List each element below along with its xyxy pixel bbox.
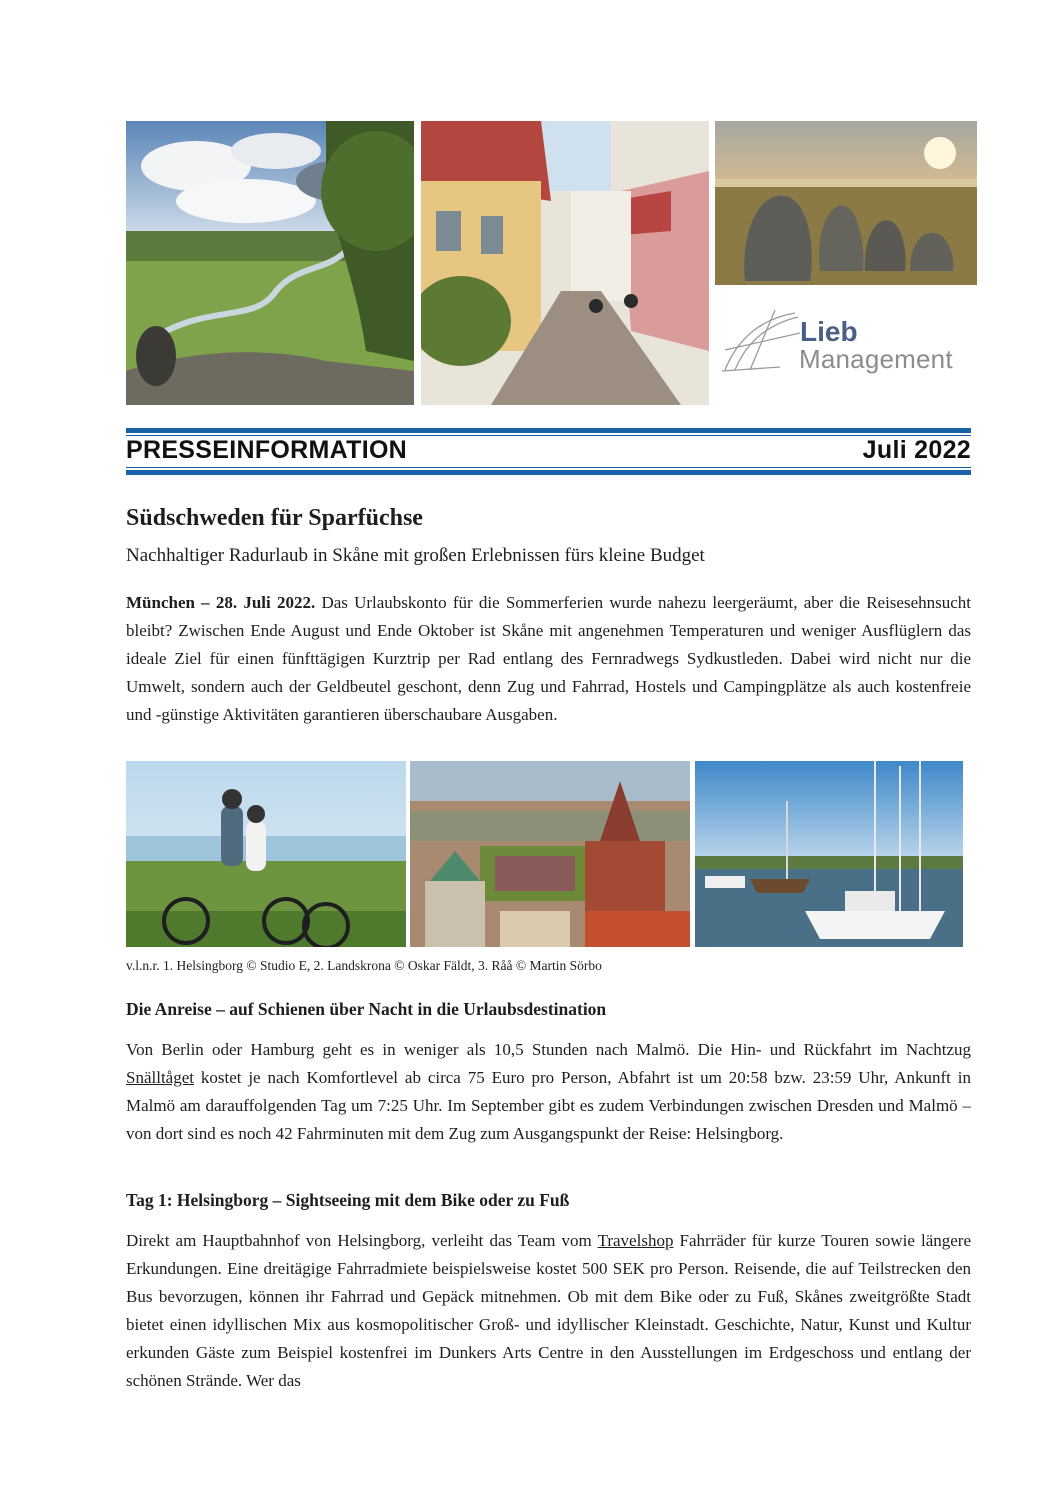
intro-paragraph [126, 589, 971, 729]
photo-cobbled-street [421, 121, 709, 405]
photo-sunset-stones [715, 121, 977, 285]
press-date: Juli 2022 [862, 436, 971, 464]
intro-lead: München – 28. Juli 2022. [126, 593, 316, 612]
snalltaget-link[interactable]: Snälltåget [126, 1068, 194, 1087]
lieb-management-logo [720, 300, 980, 390]
photo-raa-harbour [695, 761, 963, 947]
section-anreise-text-b: kostet je nach Komfortlevel ab circa 75 Euro pro Person, Abfahrt ist um 20:58 bzw. 23:59 Uhr, Ankunft in Malmö am darauffolgenden Tag um 7:25 Uhr. Im September gibt es zudem Verbindungen zwischen Dresden und Malmö – von dort sind es noch 42 Fahrminuten mit dem Zug zum Ausgangspunkt der Reise: Helsingborg. [126, 1068, 971, 1143]
press-label: PRESSEINFORMATION [126, 436, 408, 464]
intro-text: Das Urlaubskonto für die Sommerferien wurde nahezu leergeräumt, aber die Reisesehnsucht bleibt? Zwischen Ende August und Ende Oktober ist Skåne mit angenehmen Temperaturen und weniger Ausflüglern das ideale Ziel für einen fünfttägigen Kurztrip per Rad entlang des Fernradwegs Sydkustleden. Dabei wird nicht nur die Umwelt, sondern auch der Geldbeutel geschont, denn Zug und Fahrrad, Hostels und Campingplätze als auch kostenfreie und -günstige Aktivitäten garantieren überschaubare Ausgaben. [126, 593, 972, 724]
header-rule-bottom-thin [126, 467, 971, 468]
section-tag1-text-b: Fahrräder für kurze Touren sowie längere Erkundungen. Eine dreitägige Fahrradmiete beispielsweise kostet 500 SEK pro Person. Reisende, die auf Teilstrecken den Bus bevorzugen, können ihr Fahrrad und Gepäck mitnehmen. Ob mit dem Bike oder zu Fuß, Skånes zweitgrößte Stadt bietet einen idyllischen Mix aus kosmopolitischer Groß- und idyllischer Kleinstadt. Geschichte, Natur, Kunst und Kultur erkunden Gäste zum Beispiel kostenfrei im Dunkers Arts Centre in den Ausstellungen im Erdgeschoss und entlang der schönen Strände. Wer das [126, 1231, 971, 1390]
travelshop-link[interactable]: Travelshop [597, 1231, 674, 1250]
photo-helsingborg-cyclists [126, 761, 406, 947]
logo-mark-icon [720, 305, 800, 375]
logo-text-lieb: Lieb [800, 316, 858, 347]
section-tag1-text-a: Direkt am Hauptbahnhof von Helsingborg, verleiht das Team vom [126, 1231, 598, 1250]
header-rule-bottom [126, 470, 971, 475]
section-anreise-paragraph [126, 1036, 971, 1148]
section-tag1-paragraph [126, 1227, 971, 1395]
section-heading-tag1: Tag 1: Helsingborg – Sightseeing mit dem Bike oder zu Fuß [126, 1190, 570, 1210]
section-heading-anreise: Die Anreise – auf Schienen über Nacht in die Urlaubsdestination [126, 999, 607, 1019]
header-rule-top [126, 428, 971, 433]
article-title: Südschweden für Sparfüchse [126, 505, 423, 531]
photo-caption: v.l.n.r. 1. Helsingborg © Studio E, 2. Landskrona © Oskar Fäldt, 3. Råå © Martin Sörbo [126, 958, 602, 973]
article-subtitle: Nachhaltiger Radurlaub in Skåne mit großen Erlebnissen fürs kleine Budget [126, 545, 705, 566]
section-anreise-text-a: Von Berlin oder Hamburg geht es in weniger als 10,5 Stunden nach Malmö. Die Hin- und Rückfahrt im Nachtzug [126, 1040, 971, 1059]
logo-text-management: Management [799, 344, 953, 374]
photo-river-landscape [126, 121, 414, 405]
photo-landskrona-square [410, 761, 690, 947]
